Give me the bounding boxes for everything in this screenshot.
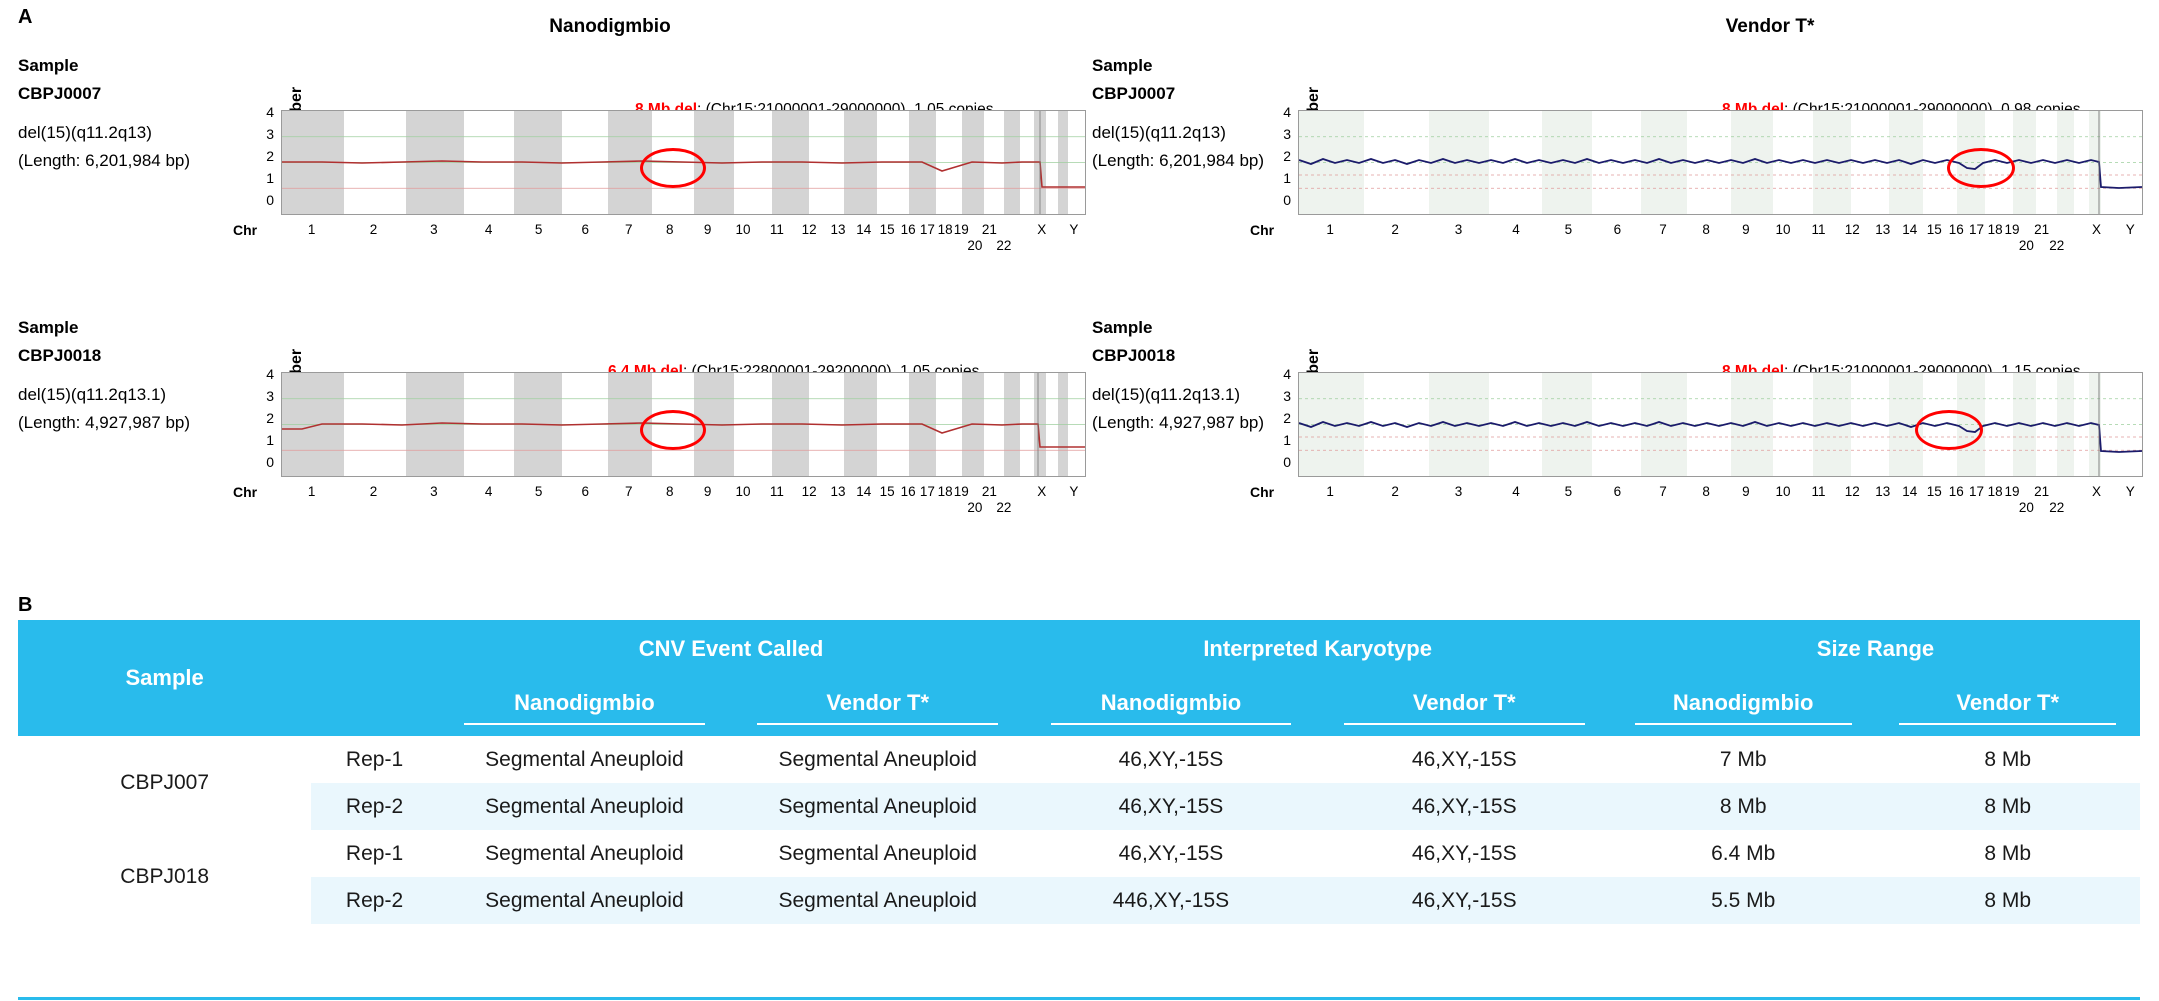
x-tick-chr-3: 3 <box>1454 484 1463 499</box>
sample-block-cbpj0018-left <box>18 314 268 436</box>
x-tick-chr-20: 20 <box>2018 238 2034 253</box>
x-tick-chr-18: 18 <box>937 222 953 237</box>
sample-block-cbpj0007-left <box>18 52 258 174</box>
x-tick-chr-22: 22 <box>996 238 1012 253</box>
th-sub-size-vendor <box>1875 678 2140 736</box>
cnv-plot-svg <box>1299 111 2142 214</box>
y-tick: 3 <box>1283 388 1291 404</box>
cell-size-nano: 6.4 Mb <box>1611 830 1876 877</box>
y-tick: 0 <box>1283 192 1291 208</box>
x-tick-chr-14: 14 <box>856 222 872 237</box>
x-tick-chr-12: 12 <box>801 222 817 237</box>
y-tick: 0 <box>1283 454 1291 470</box>
y-tick: 2 <box>1283 410 1291 426</box>
x-tick-chr-2: 2 <box>1391 222 1399 237</box>
x-tick-chr-15: 15 <box>1926 484 1942 499</box>
x-tick-chr-7: 7 <box>624 484 633 499</box>
sample-header: Sample <box>18 318 79 337</box>
table-row <box>18 877 2140 924</box>
x-tick-chr-10: 10 <box>735 222 751 237</box>
x-tick-chr-5: 5 <box>534 484 543 499</box>
x-tick-chr-9: 9 <box>1742 222 1750 237</box>
cnv-plot-vendor-cbpj0007 <box>1298 110 2143 215</box>
x-tick-chr-15: 15 <box>879 222 895 237</box>
y-tick: 1 <box>1283 432 1291 448</box>
y-tick: 3 <box>266 388 274 404</box>
y-tick: 2 <box>266 148 274 164</box>
y-tick: 3 <box>1283 126 1291 142</box>
x-tick-chr-5: 5 <box>534 222 543 237</box>
x-tick-chr-21: 21 <box>2034 484 2050 499</box>
x-tick-chr-2: 2 <box>1391 484 1399 499</box>
cell-cnv-vendor: Segmental Aneuploid <box>731 830 1024 877</box>
sample-id: CBPJ0018 <box>18 345 102 365</box>
x-tick-chr-15: 15 <box>1926 222 1942 237</box>
x-tick-chr-14: 14 <box>1902 484 1918 499</box>
x-tick-chr-7: 7 <box>624 222 633 237</box>
x-tick-chr-11: 11 <box>769 222 784 237</box>
x-tick-chr-11: 11 <box>1811 484 1826 499</box>
x-tick-chr-X: X <box>2092 222 2102 237</box>
x-tick-chr-19: 19 <box>953 484 969 499</box>
cell-sample: CBPJ007 <box>18 736 311 830</box>
x-tick-chr-Y: Y <box>2125 484 2135 499</box>
sample-id: CBPJ0007 <box>1092 83 1176 103</box>
length-text: (Length: 6,201,984 bp) <box>18 150 191 170</box>
table-head <box>18 620 2140 736</box>
cell-size-nano: 8 Mb <box>1611 783 1876 830</box>
panel-a-letter: A <box>18 6 33 28</box>
cell-kary-nano: 446,XY,-15S <box>1024 877 1317 924</box>
karyotype-text: del(15)(q11.2q13) <box>1092 123 1226 143</box>
x-tick-chr-5: 5 <box>1564 484 1573 499</box>
y-tick: 2 <box>1283 148 1291 164</box>
x-tick-chr-1: 1 <box>307 484 316 499</box>
x-tick-chr-17: 17 <box>919 484 935 499</box>
cell-kary-nano: 46,XY,-15S <box>1024 783 1317 830</box>
cell-rep: Rep-1 <box>311 736 438 783</box>
x-tick-chr-2: 2 <box>369 222 378 237</box>
x-tick-chr-6: 6 <box>581 222 590 237</box>
th-group-size: Size Range <box>1611 620 2140 678</box>
x-tick-chr-X: X <box>1037 484 1047 499</box>
x-tick-chr-15: 15 <box>879 484 895 499</box>
x-tick-chr-Y: Y <box>1069 484 1079 499</box>
th-sub-label: Nanodigmbio <box>1051 690 1291 725</box>
x-tick-chr-22: 22 <box>2049 500 2065 515</box>
y-tick: 0 <box>266 454 274 470</box>
x-tick-chr-9: 9 <box>1742 484 1750 499</box>
th-group-karyotype: Interpreted Karyotype <box>1024 620 1611 678</box>
cell-cnv-nano: Segmental Aneuploid <box>438 736 731 783</box>
y-tick: 1 <box>1283 170 1291 186</box>
th-sub-kary-vendor <box>1318 678 1611 736</box>
x-tick-chr-1: 1 <box>307 222 316 237</box>
x-tick-chr-8: 8 <box>666 484 674 499</box>
sample-header: Sample <box>18 56 79 75</box>
x-tick-chr-18: 18 <box>1987 484 2003 499</box>
th-sub-label: Vendor T* <box>1899 690 2116 725</box>
x-tick-chr-16: 16 <box>1948 222 1964 237</box>
th-sub-cnv-vendor <box>731 678 1024 736</box>
x-tick-chr-4: 4 <box>1512 222 1520 237</box>
cnv-plot-nano-cbpj0007 <box>281 110 1086 215</box>
table-header-row-top <box>18 620 2140 678</box>
column-title-nanodigmbio: Nanodigmbio <box>549 16 671 37</box>
th-sample: Sample <box>18 620 311 736</box>
y-tick: 2 <box>266 410 274 426</box>
x-tick-chr-20: 20 <box>2018 500 2034 515</box>
y-tick: 1 <box>266 170 274 186</box>
x-tick-chr-9: 9 <box>703 222 712 237</box>
chr-axis-label-vendor-2: Chr <box>1250 484 1275 500</box>
cell-cnv-vendor: Segmental Aneuploid <box>731 877 1024 924</box>
sample-id: CBPJ0018 <box>1092 345 1176 365</box>
x-tick-chr-2: 2 <box>369 484 378 499</box>
x-tick-chr-19: 19 <box>2004 484 2020 499</box>
chr-axis-label-nano-1: Chr <box>233 222 258 238</box>
x-tick-chr-10: 10 <box>1775 484 1791 499</box>
karyotype-text: del(15)(q11.2q13.1) <box>1092 385 1241 405</box>
x-tick-chr-1: 1 <box>1326 222 1334 237</box>
panel-b-letter: B <box>18 594 33 616</box>
cell-cnv-vendor: Segmental Aneuploid <box>731 736 1024 783</box>
table-bottom-rule <box>18 997 2140 1000</box>
cell-kary-nano: 46,XY,-15S <box>1024 736 1317 783</box>
cnv-plot-nano-cbpj0018 <box>281 372 1086 477</box>
table-row <box>18 830 2140 877</box>
cnv-plot-svg <box>282 111 1085 214</box>
comparison-table <box>18 620 2140 924</box>
x-tick-chr-13: 13 <box>830 484 846 499</box>
table-row <box>18 736 2140 783</box>
x-tick-chr-13: 13 <box>830 222 846 237</box>
cell-size-nano: 5.5 Mb <box>1611 877 1876 924</box>
x-tick-chr-8: 8 <box>1702 222 1710 237</box>
sample-header: Sample <box>1092 56 1153 75</box>
x-tick-chr-9: 9 <box>703 484 712 499</box>
th-sub-kary-nano <box>1024 678 1317 736</box>
length-text: (Length: 4,927,987 bp) <box>18 412 191 432</box>
x-tick-chr-10: 10 <box>1775 222 1791 237</box>
sample-header: Sample <box>1092 318 1153 337</box>
th-sub-cnv-nano <box>438 678 731 736</box>
x-tick-chr-7: 7 <box>1659 222 1667 237</box>
cell-rep: Rep-1 <box>311 830 438 877</box>
x-tick-chr-17: 17 <box>1969 222 1985 237</box>
x-tick-chr-20: 20 <box>967 500 983 515</box>
x-tick-chr-4: 4 <box>1512 484 1520 499</box>
x-tick-chr-13: 13 <box>1875 484 1891 499</box>
cell-rep: Rep-2 <box>311 877 438 924</box>
x-tick-chr-Y: Y <box>2125 222 2135 237</box>
th-sub-label: Nanodigmbio <box>1635 690 1852 725</box>
cell-size-vendor: 8 Mb <box>1875 830 2140 877</box>
table-body <box>18 736 2140 924</box>
cnv-plot-vendor-cbpj0018 <box>1298 372 2143 477</box>
x-tick-chr-4: 4 <box>484 484 493 499</box>
length-text: (Length: 6,201,984 bp) <box>1092 150 1265 170</box>
x-tick-chr-6: 6 <box>1613 222 1622 237</box>
x-tick-chr-16: 16 <box>900 222 916 237</box>
x-tick-chr-3: 3 <box>430 222 438 237</box>
th-sub-label: Vendor T* <box>757 690 997 725</box>
cnv-plot-svg <box>1299 373 2142 476</box>
th-sub-label: Vendor T* <box>1344 690 1584 725</box>
x-tick-chr-14: 14 <box>856 484 872 499</box>
cell-kary-vendor: 46,XY,-15S <box>1318 783 1611 830</box>
cell-kary-vendor: 46,XY,-15S <box>1318 830 1611 877</box>
th-group-cnv: CNV Event Called <box>438 620 1025 678</box>
karyotype-text: del(15)(q11.2q13) <box>18 123 152 143</box>
x-tick-chr-19: 19 <box>2004 222 2020 237</box>
cell-cnv-nano: Segmental Aneuploid <box>438 783 731 830</box>
cell-kary-vendor: 46,XY,-15S <box>1318 877 1611 924</box>
length-text: (Length: 4,927,987 bp) <box>1092 412 1265 432</box>
karyotype-text: del(15)(q11.2q13.1) <box>18 385 167 405</box>
x-tick-chr-5: 5 <box>1564 222 1573 237</box>
x-tick-chr-18: 18 <box>937 484 953 499</box>
th-sub-size-nano <box>1611 678 1876 736</box>
x-tick-chr-22: 22 <box>2049 238 2065 253</box>
cell-size-vendor: 8 Mb <box>1875 736 2140 783</box>
x-tick-chr-6: 6 <box>1613 484 1622 499</box>
x-tick-chr-21: 21 <box>981 484 997 499</box>
column-title-vendor: Vendor T* <box>1725 16 1815 37</box>
y-tick: 4 <box>1283 104 1291 120</box>
th-rep-spacer <box>311 620 438 678</box>
x-tick-chr-13: 13 <box>1875 222 1891 237</box>
cell-cnv-nano: Segmental Aneuploid <box>438 877 731 924</box>
x-tick-chr-12: 12 <box>801 484 817 499</box>
x-tick-chr-7: 7 <box>1659 484 1667 499</box>
y-tick: 4 <box>1283 366 1291 382</box>
x-tick-chr-20: 20 <box>967 238 983 253</box>
cnv-plot-svg <box>282 373 1085 476</box>
x-tick-chr-16: 16 <box>900 484 916 499</box>
x-tick-chr-11: 11 <box>769 484 784 499</box>
x-tick-chr-Y: Y <box>1069 222 1079 237</box>
x-tick-chr-X: X <box>2092 484 2102 499</box>
x-tick-chr-3: 3 <box>1454 222 1463 237</box>
x-tick-chr-4: 4 <box>484 222 493 237</box>
x-tick-chr-17: 17 <box>1969 484 1985 499</box>
cell-sample: CBPJ018 <box>18 830 311 924</box>
cell-cnv-nano: Segmental Aneuploid <box>438 830 731 877</box>
x-tick-chr-21: 21 <box>2034 222 2050 237</box>
x-tick-chr-17: 17 <box>919 222 935 237</box>
x-tick-chr-14: 14 <box>1902 222 1918 237</box>
sample-id: CBPJ0007 <box>18 83 102 103</box>
x-tick-chr-12: 12 <box>1844 222 1860 237</box>
cell-rep: Rep-2 <box>311 783 438 830</box>
cell-cnv-vendor: Segmental Aneuploid <box>731 783 1024 830</box>
y-tick: 4 <box>266 366 274 382</box>
cell-kary-vendor: 46,XY,-15S <box>1318 736 1611 783</box>
x-tick-chr-12: 12 <box>1844 484 1860 499</box>
x-tick-chr-18: 18 <box>1987 222 2003 237</box>
table-header-row-sub <box>18 678 2140 736</box>
x-tick-chr-11: 11 <box>1811 222 1826 237</box>
cell-size-nano: 7 Mb <box>1611 736 1876 783</box>
chr-axis-label-nano-2: Chr <box>233 484 258 500</box>
y-tick: 3 <box>266 126 274 142</box>
x-tick-chr-21: 21 <box>981 222 997 237</box>
x-tick-chr-19: 19 <box>953 222 969 237</box>
cell-size-vendor: 8 Mb <box>1875 877 2140 924</box>
table-row <box>18 783 2140 830</box>
x-tick-chr-22: 22 <box>996 500 1012 515</box>
chr-axis-label-vendor-1: Chr <box>1250 222 1275 238</box>
x-tick-chr-8: 8 <box>1702 484 1710 499</box>
x-tick-chr-X: X <box>1037 222 1047 237</box>
y-tick: 0 <box>266 192 274 208</box>
x-tick-chr-8: 8 <box>666 222 674 237</box>
x-tick-chr-6: 6 <box>581 484 590 499</box>
x-tick-chr-3: 3 <box>430 484 438 499</box>
cell-kary-nano: 46,XY,-15S <box>1024 830 1317 877</box>
x-tick-chr-16: 16 <box>1948 484 1964 499</box>
y-tick: 4 <box>266 104 274 120</box>
th-sub-label: Nanodigmbio <box>464 690 704 725</box>
th-rep-spacer-2 <box>311 678 438 736</box>
x-tick-chr-10: 10 <box>735 484 751 499</box>
cell-size-vendor: 8 Mb <box>1875 783 2140 830</box>
x-tick-chr-1: 1 <box>1326 484 1334 499</box>
y-tick: 1 <box>266 432 274 448</box>
